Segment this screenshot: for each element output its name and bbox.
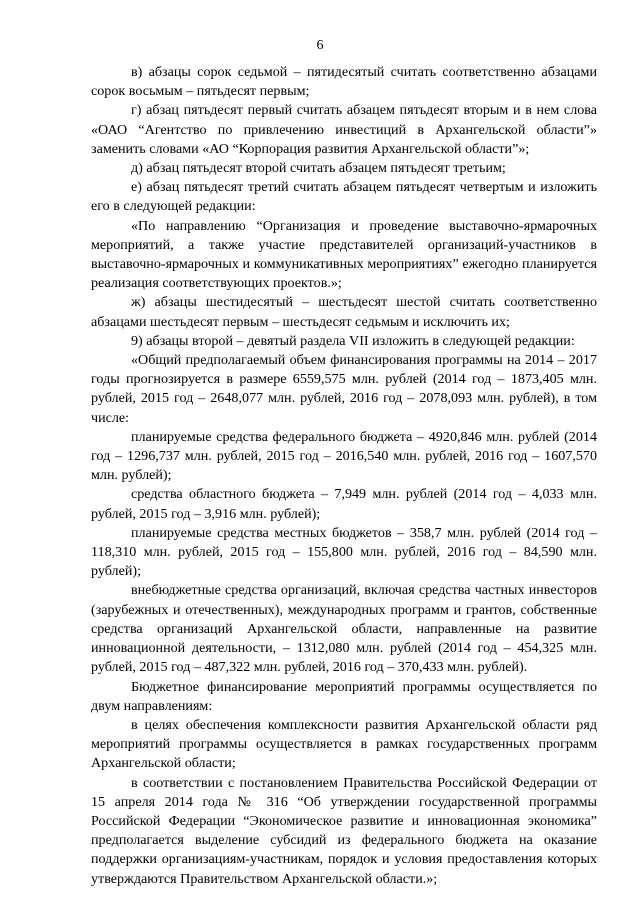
paragraph-budget-directions: Бюджетное финансирование мероприятий программы осуществляется по двум направлениям: <box>91 678 597 714</box>
paragraph-9: 9) абзацы второй – девятый раздела VII изложить в следующей редакции: <box>131 332 575 349</box>
paragraph-d: д) абзац пятьдесят второй считать абзацем пятьдесят третьим; <box>131 160 506 177</box>
paragraph-e-text: «По направлению “Организация и проведение выставочно-ярмарочных мероприятий, а также участие представителей организаций-участников в выставочно-ярмарочных и коммуникативных мероприятиях” ежегодно планируется реализация соответствующих проектов.»; <box>91 217 597 292</box>
paragraph-zh: ж) абзацы шестидесятый – шестьдесят шестой считать соответственно абзацами шестьдесят первым – шестьдесят седьмым и исключить их; <box>91 294 597 330</box>
paragraph-v: в) абзацы сорок седьмой – пятидесятый считать соответственно абзацами сорок восьмым – пятьдесят первым; <box>91 64 597 100</box>
paragraph-e: е) абзац пятьдесят третий считать абзацем пятьдесят четвертым и изложить его в следующей редакции: <box>91 179 597 215</box>
paragraph-g: г) абзац пятьдесят первый считать абзацем пятьдесят вторым и в нем слова «ОАО “Агентство по привлечению инвестиций в Архангельской области”» заменить словами «АО “Корпорация развития Архангельской области”»; <box>91 102 597 157</box>
paragraph-direction-1: в целях обеспечения комплексности развития Архангельской области ряд мероприятий программы осуществляется в рамках государственных программ Архангельской области; <box>91 716 597 772</box>
document-body <box>91 63 597 889</box>
paragraph-direction-2: в соответствии с постановлением Правительства Российской Федерации от 15 апреля 2014 года № 316 “Об утверждении государственной программы Российской Федерации “Экономическое развитие и инновационная экономика” предполагается выделение субсидий из федерального бюджета на оказание поддержки организациям-участникам, порядок и условия предоставления которых утверждаются Правительством Архангельской области.»; <box>91 774 597 887</box>
paragraph-regional-budget: средства областного бюджета – 7,949 млн. рублей (2014 год – 4,033 млн. рублей, 2015 год – 3,916 млн. рублей); <box>91 486 597 522</box>
paragraph-federal-budget: планируемые средства федерального бюджета – 4920,846 млн. рублей (2014 год – 1296,737 млн. рублей, 2015 год – 2016,540 млн. рублей, 2016 год – 1607,570 млн. рублей); <box>91 428 597 484</box>
paragraph-local-budgets: планируемые средства местных бюджетов – 358,7 млн. рублей (2014 год – 118,310 млн. рублей, 2015 год – 155,800 млн. рублей, 2016 год – 84,590 млн. рублей); <box>91 524 597 580</box>
paragraph-extrabudgetary: внебюджетные средства организаций, включая средства частных инвесторов (зарубежных и отечественных), международных программ и грантов, собственные средства организаций Архангельской области, направленные на развитие инновационной деятельности, – 1312,080 млн. рублей (2014 год – 454,325 млн. рублей, 2015 год – 487,322 млн. рублей, 2016 год – 370,433 млн. рублей). <box>91 582 597 676</box>
page-number: 6 <box>316 38 324 53</box>
paragraph-total-financing: «Общий предполагаемый объем финансирования программы на 2014 – 2017 годы прогнозируется в размере 6559,575 млн. рублей (2014 год – 1873,405 млн. рублей, 2015 год – 2648,077 млн. рублей, 2016 год – 2078,093 млн. рублей), в том числе: <box>91 352 597 426</box>
